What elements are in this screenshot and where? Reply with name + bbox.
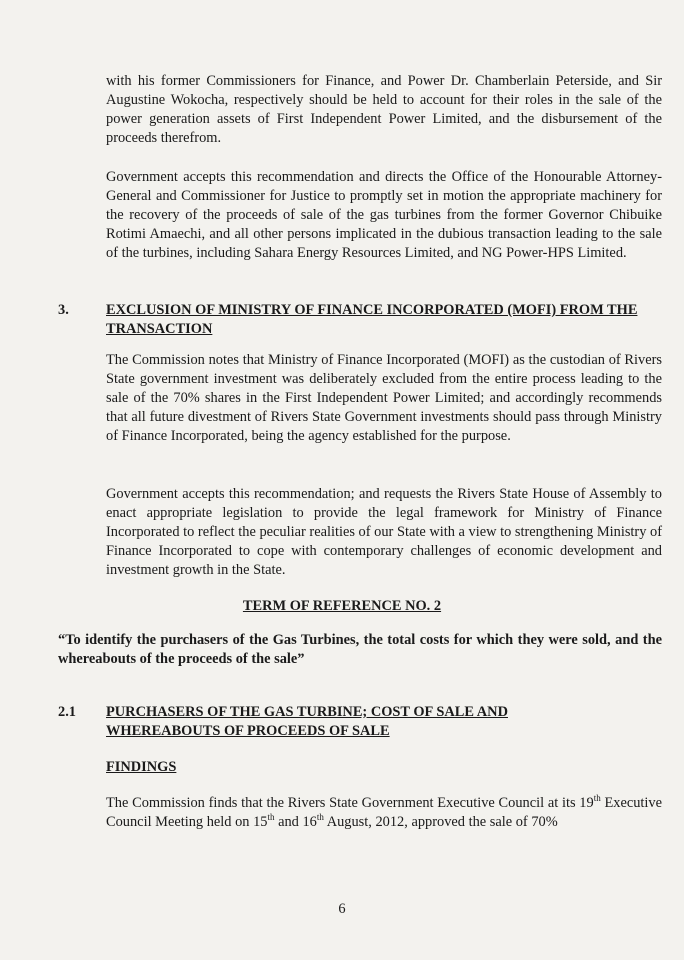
term-of-reference-heading: TERM OF REFERENCE NO. 2	[242, 598, 442, 614]
section-3-number: 3.	[58, 302, 69, 318]
paragraph-commissioners: with his former Commissioners for Finance, and Power Dr. Chamberlain Peterside, and Sir Augustine Wokocha, respectively should be held to account for their roles in the sale of the power generation assets of First Independent Power Limited, and the disbursement of the proceeds therefrom.	[106, 73, 662, 146]
page-number: 6	[338, 901, 346, 917]
paragraph-mofi-excluded: The Commission notes that Ministry of Finance Incorporated (MOFI) as the custodian of Rivers State government investment was deliberately excluded from the entire process leading to the sale of the 70% shares in the First Independent Power Limited; and accordingly recommends that all future divestment of Rivers State Government investments should pass through Ministry of Finance Incorporated, being the agency established for the purpose.	[106, 352, 662, 444]
paragraph-government-accepts-recovery: Government accepts this recommendation and directs the Office of the Honourable Attorney-General and Commissioner for Justice to promptly set in motion the appropriate machinery for the recovery of the proceeds of sale of the gas turbines from the former Governor Chibuike Rotimi Amaechi, and all other persons implicated in the dubious transaction leading to the sale of the turbines, including Sahara Energy Resources Limited, and NG Power-HPS Limited.	[106, 169, 662, 261]
section-3-heading: EXCLUSION OF MINISTRY OF FINANCE INCORPORATED (MOFI) FROM THE TRANSACTION	[106, 302, 638, 337]
findings-text-c: and 16	[274, 814, 317, 830]
term-of-reference-quote: “To identify the purchasers of the Gas Turbines, the total costs for which they were sold, and the whereabouts of the proceeds of the sale”	[58, 632, 662, 667]
ordinal-suffix-15th: th	[267, 812, 275, 823]
findings-text-a: The Commission finds that the Rivers State Government Executive Council at its 19	[106, 795, 594, 811]
section-2-1-heading: PURCHASERS OF THE GAS TURBINE; COST OF SALE AND WHEREABOUTS OF PROCEEDS OF SALE	[106, 704, 508, 739]
paragraph-government-accepts-legislation: Government accepts this recommendation; and requests the Rivers State House of Assembly to enact appropriate legislation to provide the legal framework for Ministry of Finance Incorporated to reflect the peculiar realities of our State with a view to strengthening Ministry of Finance Incorporated to cope with contemporary challenges of economic development and investment growth in the State.	[106, 486, 662, 578]
findings-heading: FINDINGS	[106, 759, 177, 775]
paragraph-findings	[106, 794, 662, 832]
section-2-1-number: 2.1	[58, 704, 76, 720]
findings-text-d: August, 2012, approved the sale of 70%	[323, 814, 558, 830]
ordinal-suffix-16th: th	[316, 812, 324, 823]
ordinal-suffix-19th: th	[593, 793, 601, 804]
findings-text-b: Executive Council Meeting held on 15	[106, 795, 662, 830]
